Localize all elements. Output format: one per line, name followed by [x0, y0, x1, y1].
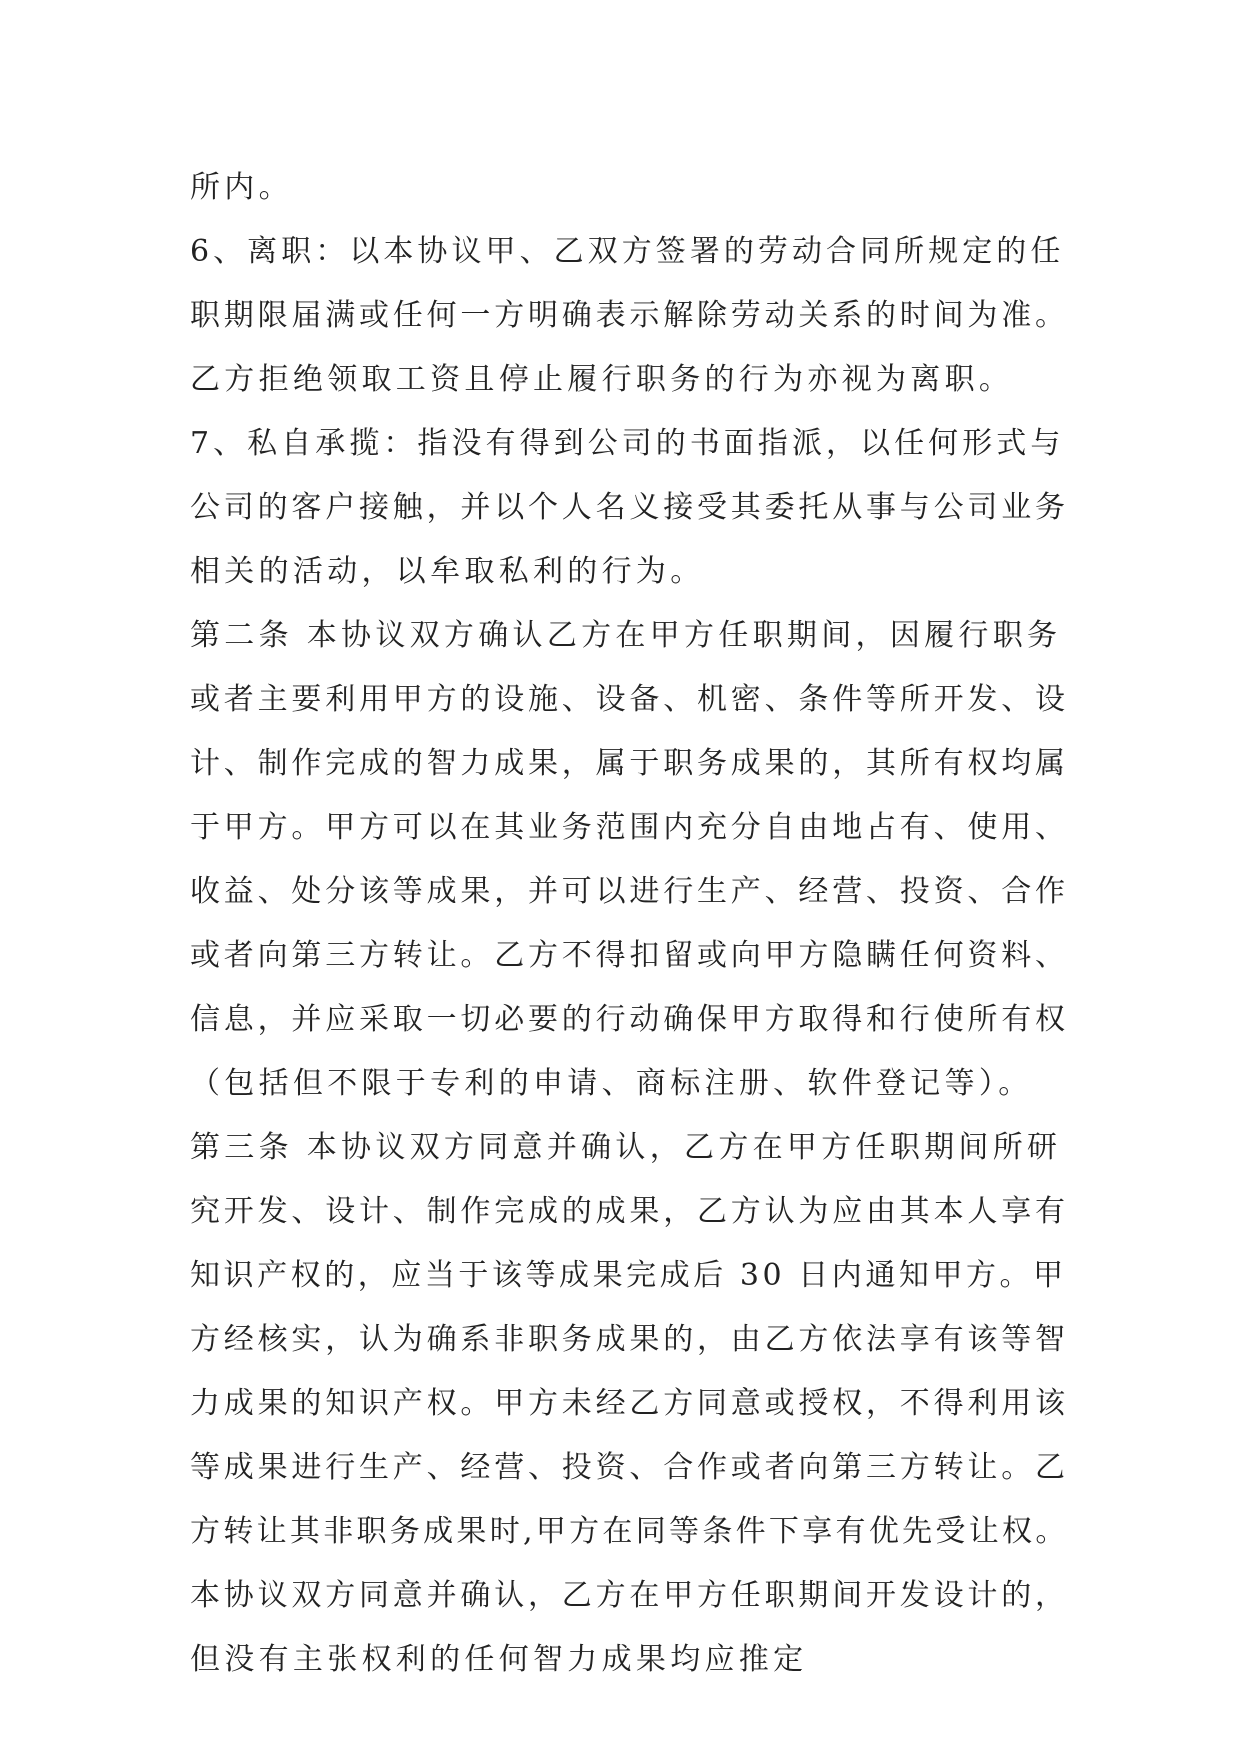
- text-line: 本协议双方同意并确认，乙方在甲方任职期间开发设计的，: [190, 1578, 1069, 1613]
- text-line: 收益、处分该等成果，并可以进行生产、经营、投资、合作: [190, 874, 1069, 909]
- text-line: 相关的活动，以牟取私利的行为。: [190, 554, 705, 589]
- text-line: 方转让其非职务成果时,甲方在同等条件下享有优先受让权。: [190, 1514, 1069, 1549]
- text-line: 于甲方。甲方可以在其业务范围内充分自由地占有、使用、: [190, 810, 1069, 845]
- text-line: 乙方拒绝领取工资且停止履行职务的行为亦视为离职。: [190, 362, 1014, 397]
- text-line: 方经核实，认为确系非职务成果的，由乙方依法享有该等智: [190, 1322, 1069, 1357]
- text-line: 信息，并应采取一切必要的行动确保甲方取得和行使所有权: [190, 1002, 1069, 1037]
- text-line: 计、制作完成的智力成果，属于职务成果的，其所有权均属: [190, 746, 1069, 781]
- text-line: 第三条 本协议双方同意并确认，乙方在甲方任职期间所研: [190, 1130, 1062, 1165]
- text-line: 第二条 本协议双方确认乙方在甲方任职期间，因履行职务: [190, 618, 1062, 653]
- text-line: 所内。: [190, 170, 293, 205]
- text-line: 职期限届满或任何一方明确表示解除劳动关系的时间为准。: [190, 298, 1069, 333]
- text-line: （包括但不限于专利的申请、商标注册、软件登记等）。: [190, 1066, 1033, 1101]
- text-line: 等成果进行生产、经营、投资、合作或者向第三方转让。乙: [190, 1450, 1069, 1485]
- text-line: 力成果的知识产权。甲方未经乙方同意或授权，不得利用该: [190, 1386, 1069, 1421]
- text-line: 但没有主张权利的任何智力成果均应推定: [190, 1642, 808, 1677]
- text-line: 知识产权的，应当于该等成果完成后 30 日内通知甲方。甲: [190, 1258, 1067, 1293]
- text-line: 或者主要利用甲方的设施、设备、机密、条件等所开发、设: [190, 682, 1069, 717]
- text-line: 或者向第三方转让。乙方不得扣留或向甲方隐瞒任何资料、: [190, 938, 1069, 973]
- body-text: [190, 156, 1070, 1692]
- text-line: 公司的客户接触，并以个人名义接受其委托从事与公司业务: [190, 490, 1069, 525]
- text-line: 7、私自承揽：指没有得到公司的书面指派，以任何形式与: [190, 426, 1065, 461]
- text-line: 究开发、设计、制作完成的成果，乙方认为应由其本人享有: [190, 1194, 1069, 1229]
- text-line: 6、离职：以本协议甲、乙双方签署的劳动合同所规定的任: [190, 234, 1065, 269]
